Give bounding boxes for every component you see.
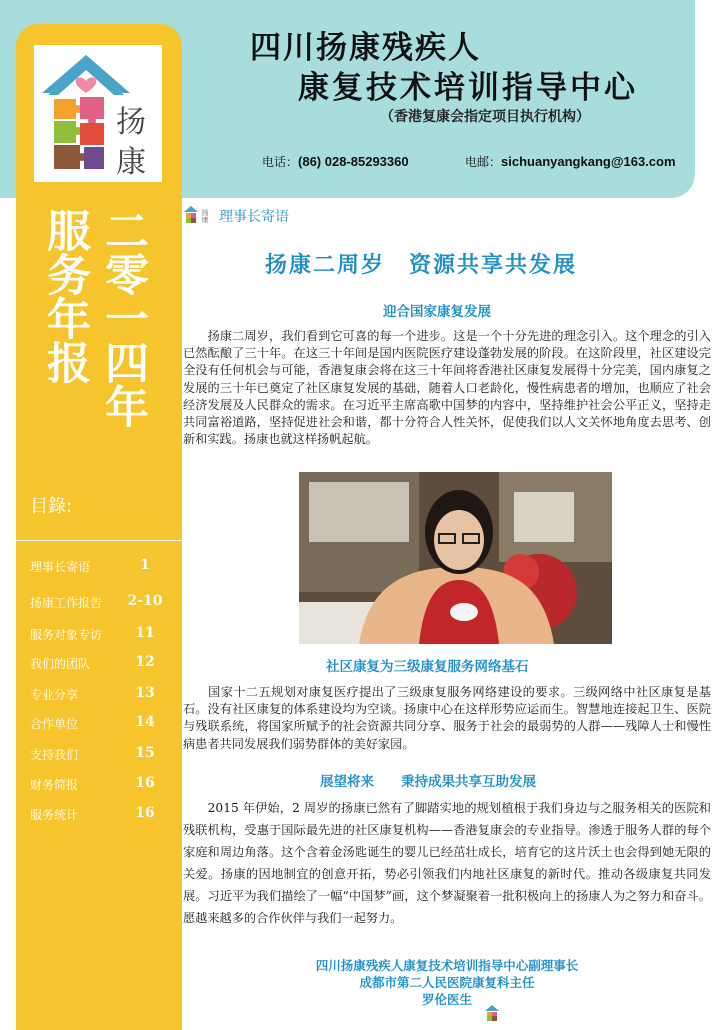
section-tag [183, 205, 289, 227]
mini-logo-icon [183, 205, 213, 227]
toc-title: 目錄: [30, 496, 73, 517]
toc-item-label[interactable]: 支持我们 [30, 748, 79, 762]
article-headline: 扬康二周岁 资源共享共发展 [265, 253, 578, 278]
subheading-3: 展望将来 秉持成果共享互助发展 [320, 774, 536, 790]
org-logo [34, 45, 162, 182]
toc-item-label[interactable]: 扬康工作报告 [30, 596, 103, 610]
portrait-photo-icon [299, 472, 612, 644]
toc-item-page: 14 [135, 714, 155, 730]
org-title-line2: 康复技术培训指导中心 [298, 70, 638, 106]
phone-value: (86) 028-85293360 [298, 154, 409, 169]
phone-label: 电话： [262, 155, 299, 169]
signature-name: 罗伦医生 [421, 992, 472, 1007]
mini-logo-caption: 扬康 [201, 209, 209, 223]
toc-item-label[interactable]: 服务统计 [30, 808, 79, 822]
org-subtitle: （香港复康会指定项目执行机构） [380, 109, 590, 125]
toc-item-page: 16 [135, 775, 155, 791]
toc-item-label[interactable]: 合作单位 [30, 717, 79, 731]
toc-item-page: 1 [140, 557, 150, 573]
paragraph-1: 扬康二周岁，我们看到它可喜的每一个进步。这是一个十分先进的理念引入。这个理念的引入已然酝酿了三十年。在这三十年间是国内医院医疗建设蓬勃发展的阶段。在这阶段里，社区建设完全没有任何机会与可能，香港复康会将在这三十年间将香港社区康复发展得十分完美，国内康复之发展的三十年已奠定了社区康复发展的基础，随着人口老龄化，慢性病患者的增加，也顺应了社会经济发展及人民群众的需求。在习近平主席高歌中国梦的内容中，坚持维护社会公平正义，坚持走共同富裕道路，坚持促进社会和谐，都十分符合人性关怀，促使我们以人文关怀地角度去思考、创新和实践。扬康也就这样扬帆起航。 [183, 329, 711, 447]
section-label: 理事长寄语 [219, 209, 289, 225]
paragraph-3: 2015 年伊始，2 周岁的扬康已然有了脚踏实地的规划植根于我们身边与之服务相关的医院和残联机构，受惠于国际最先进的社区康复机构——香港复康会的专业指导。渗透于服务人群的每个家庭和周边角落。这个含着金汤匙诞生的婴儿已经茁壮成长，培育它的这片沃土也会得到她无限的关爱。扬康的因地制宜的创意开拓，势必引领我们内地社区康复的新时代。推动各级康复共同发展。习近平为我们描绘了一幅“中国梦”画，这个梦凝聚着一批积极向上的扬康人为之努力和奋斗。愿越来越多的合作伙伴与我们一起努力。 [183, 801, 711, 925]
toc-item-page: 16 [135, 805, 155, 821]
toc-item-page: 13 [135, 685, 155, 701]
toc-item-page: 11 [135, 625, 155, 641]
toc-item-label[interactable]: 专业分享 [30, 688, 79, 702]
logo-char-1: 扬 [116, 105, 146, 140]
toc-divider [16, 540, 182, 541]
subheading-2: 社区康复为三级康复服务网络基石 [326, 659, 529, 675]
toc-item-page: 12 [135, 654, 155, 670]
phone-contact [262, 153, 409, 170]
toc-item-label[interactable]: 财务简报 [30, 778, 79, 792]
signature-position: 成都市第二人民医院康复科主任 [359, 975, 535, 990]
toc-item-label[interactable]: 服务对象专访 [30, 628, 103, 642]
paragraph-2: 国家十二五规划对康复医疗提出了三级康复服务网络建设的要求。三级网络中社区康复是基石。没有社区康复的体系建设均为空谈。扬康中心在这样形势应运而生。智慧地连接起卫生、医院与残联系统，将国家所赋予的社会资源共同分享、服务于社会的最弱势的人群——残障人士和慢性病患者共同发展我们弱势群体的美好家园。 [183, 685, 711, 751]
toc-item-page: 2-10 [127, 593, 163, 609]
footer-logo-icon [484, 1004, 500, 1026]
director-photo [299, 472, 612, 644]
report-type-title: 服务年报 [39, 208, 90, 384]
email-label: 电邮： [465, 155, 502, 169]
org-title-line1: 四川扬康残疾人 [250, 30, 481, 66]
report-year-title: 二零一四年 [97, 208, 148, 428]
toc-item-label[interactable]: 我们的团队 [30, 657, 91, 671]
logo-char-2: 康 [116, 145, 146, 180]
toc-item-label[interactable]: 理事长寄语 [30, 560, 91, 574]
toc-item-page: 15 [135, 745, 155, 761]
email-value: sichuanyangkang@163.com [501, 154, 676, 169]
subheading-1: 迎合国家康复发展 [383, 304, 491, 320]
email-contact [465, 153, 676, 170]
signature-title: 四川扬康残疾人康复技术培训指导中心副理事长 [315, 958, 579, 973]
